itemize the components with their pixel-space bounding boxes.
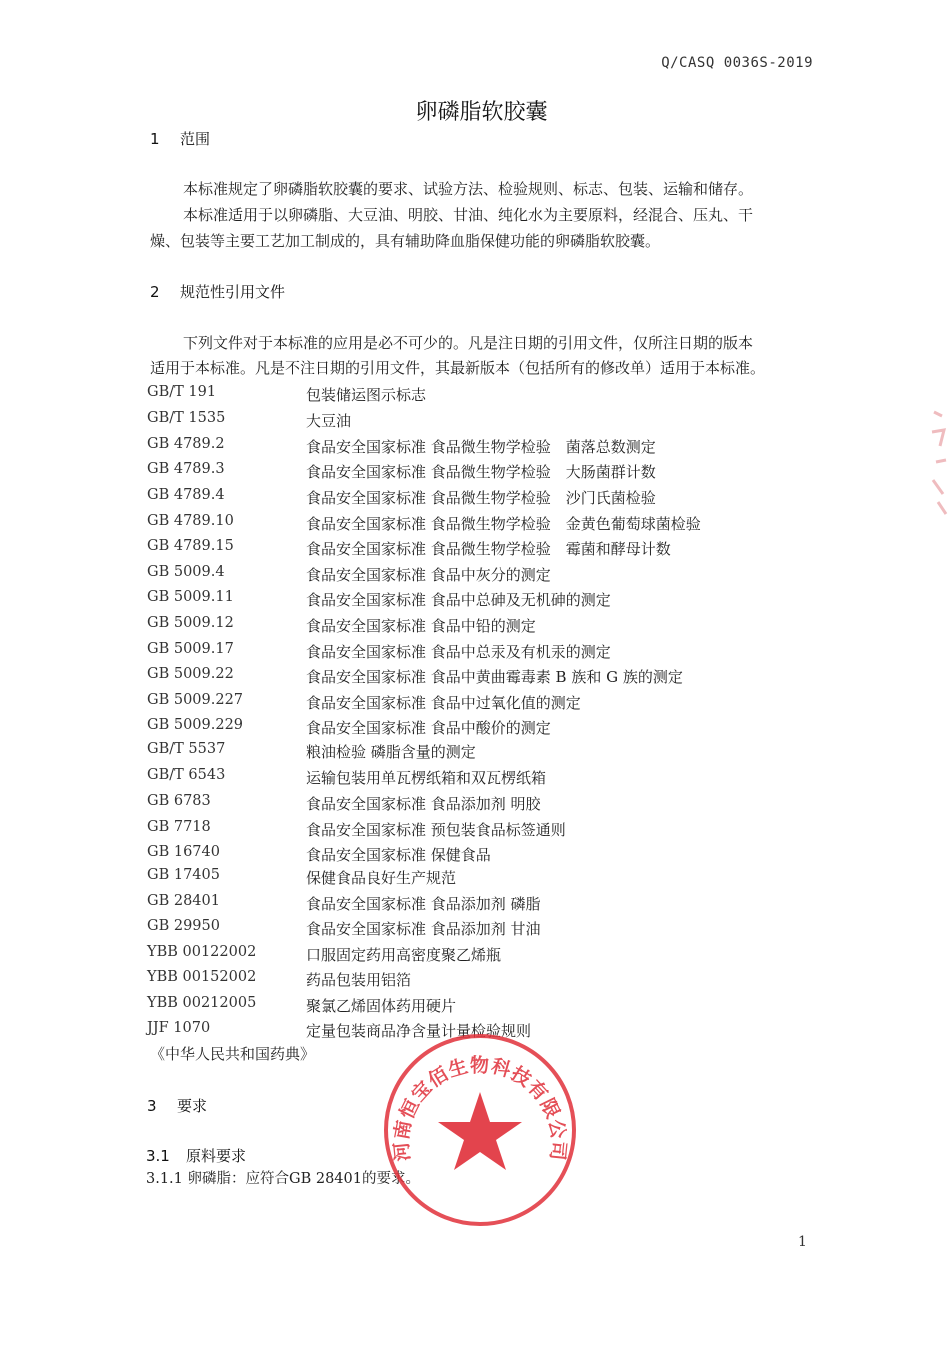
reference-title: 运输包装用单瓦楞纸箱和双瓦楞纸箱: [306, 769, 547, 787]
reference-code: GB 17405: [147, 867, 220, 883]
reference-title: 食品安全国家标准 食品中总汞及有机汞的测定: [306, 643, 611, 661]
reference-code: GB 5009.22: [147, 666, 234, 682]
reference-title: 大豆油: [306, 412, 352, 430]
section-1-heading: [150, 128, 210, 149]
references-paragraph-line-2: 适用于本标准。凡是不注日期的引用文件，其最新版本（包括所有的修改单）适用于本标准。: [150, 359, 766, 377]
reference-code: GB 7718: [147, 819, 211, 835]
scope-paragraph-2-line-1: 本标准适用于以卵磷脂、大豆油、明胶、甘油、纯化水为主要原料，经混合、压丸、干: [183, 206, 754, 224]
document-title: 卵磷脂软胶囊: [415, 100, 548, 125]
section-number: 2: [150, 283, 160, 301]
svg-text:河南恒宝佰生物科技有限公司: 河南恒宝佰生物科技有限公司: [390, 1054, 570, 1163]
subsection-number: 3.1: [146, 1147, 170, 1165]
scope-paragraph-2-line-2: 燥、包装等主要工艺加工制成的，具有辅助降血脂保健功能的卵磷脂软胶囊。: [150, 232, 661, 250]
margin-stamp-fragment: [928, 402, 950, 522]
reference-title: 食品安全国家标准 食品微生物学检验 大肠菌群计数: [306, 463, 656, 481]
reference-title: 食品安全国家标准 食品微生物学检验 沙门氏菌检验: [306, 489, 656, 507]
reference-code: GB 4789.4: [147, 487, 225, 503]
reference-code: YBB 00152002: [147, 969, 257, 985]
subsection-3-1-heading: [146, 1145, 246, 1166]
section-title: 要求: [177, 1097, 208, 1115]
reference-code: GB 4789.3: [147, 461, 225, 477]
subsection-title: 原料要求: [186, 1147, 247, 1165]
reference-code: GB 5009.4: [147, 564, 225, 580]
reference-title: 食品安全国家标准 食品中灰分的测定: [306, 566, 551, 584]
section-number: 1: [150, 130, 160, 148]
reference-code: GB 5009.12: [147, 615, 234, 631]
reference-title: 粮油检验 磷脂含量的测定: [306, 743, 476, 761]
reference-code: GB 4789.10: [147, 513, 234, 529]
reference-title: 食品安全国家标准 食品添加剂 磷脂: [306, 895, 541, 913]
reference-title: 食品安全国家标准 食品中总砷及无机砷的测定: [306, 591, 611, 609]
reference-title: 定量包装商品净含量计量检验规则: [306, 1022, 532, 1040]
reference-title: 食品安全国家标准 食品微生物学检验 金黄色葡萄球菌检验: [306, 515, 701, 533]
pharmacopoeia-reference: 《中华人民共和国药典》: [150, 1045, 316, 1063]
page-number: 1: [798, 1234, 807, 1250]
reference-code: GB/T 6543: [147, 767, 226, 783]
reference-code: GB 5009.17: [147, 641, 234, 657]
reference-title: 食品安全国家标准 食品中过氧化值的测定: [306, 694, 581, 712]
reference-title: 食品安全国家标准 预包装食品标签通则: [306, 821, 566, 839]
reference-code: GB 5009.229: [147, 717, 244, 733]
reference-title: 口服固定药用高密度聚乙烯瓶: [306, 946, 502, 964]
section-title: 范围: [180, 130, 211, 148]
reference-title: 包装储运图示标志: [306, 386, 427, 404]
requirement-3-1-1: 3.1.1 卵磷脂：应符合GB 28401的要求。: [146, 1171, 420, 1187]
scope-paragraph-1: 本标准规定了卵磷脂软胶囊的要求、试验方法、检验规则、标志、包装、运输和储存。: [183, 180, 754, 198]
reference-title: 食品安全国家标准 食品添加剂 甘油: [306, 920, 541, 938]
reference-code: YBB 00212005: [147, 995, 257, 1011]
reference-code: GB 5009.11: [147, 589, 234, 605]
reference-title: 食品安全国家标准 保健食品: [306, 846, 491, 864]
reference-code: GB/T 191: [147, 384, 217, 400]
reference-title: 保健食品良好生产规范: [306, 869, 457, 887]
section-title: 规范性引用文件: [180, 283, 286, 301]
reference-code: GB 6783: [147, 793, 211, 809]
reference-title: 食品安全国家标准 食品中酸价的测定: [306, 719, 551, 737]
section-3-heading: [147, 1095, 207, 1116]
reference-title: 药品包装用铝箔: [306, 971, 412, 989]
reference-code: GB 29950: [147, 918, 220, 934]
reference-code: GB/T 1535: [147, 410, 226, 426]
reference-title: 食品安全国家标准 食品中铅的测定: [306, 617, 536, 635]
reference-title: 食品安全国家标准 食品添加剂 明胶: [306, 795, 541, 813]
standard-code: Q/CASQ 0036S-2019: [661, 55, 813, 71]
reference-code: YBB 00122002: [147, 944, 257, 960]
reference-title: 食品安全国家标准 食品微生物学检验 菌落总数测定: [306, 438, 656, 456]
references-paragraph-line-1: 下列文件对于本标准的应用是必不可少的。凡是注日期的引用文件，仅所注日期的版本: [183, 334, 754, 352]
section-number: 3: [147, 1097, 157, 1115]
company-seal-stamp: [380, 1030, 580, 1230]
section-2-heading: [150, 281, 285, 302]
reference-code: GB 5009.227: [147, 692, 244, 708]
reference-code: GB/T 5537: [147, 741, 226, 757]
reference-code: GB 16740: [147, 844, 220, 860]
reference-title: 聚氯乙烯固体药用硬片: [306, 997, 457, 1015]
reference-code: GB 4789.15: [147, 538, 234, 554]
reference-code: GB 4789.2: [147, 436, 225, 452]
reference-code: JJF 1070: [147, 1020, 211, 1036]
reference-title: 食品安全国家标准 食品中黄曲霉毒素 B 族和 G 族的测定: [306, 668, 683, 686]
reference-title: 食品安全国家标准 食品微生物学检验 霉菌和酵母计数: [306, 540, 671, 558]
reference-code: GB 28401: [147, 893, 220, 909]
